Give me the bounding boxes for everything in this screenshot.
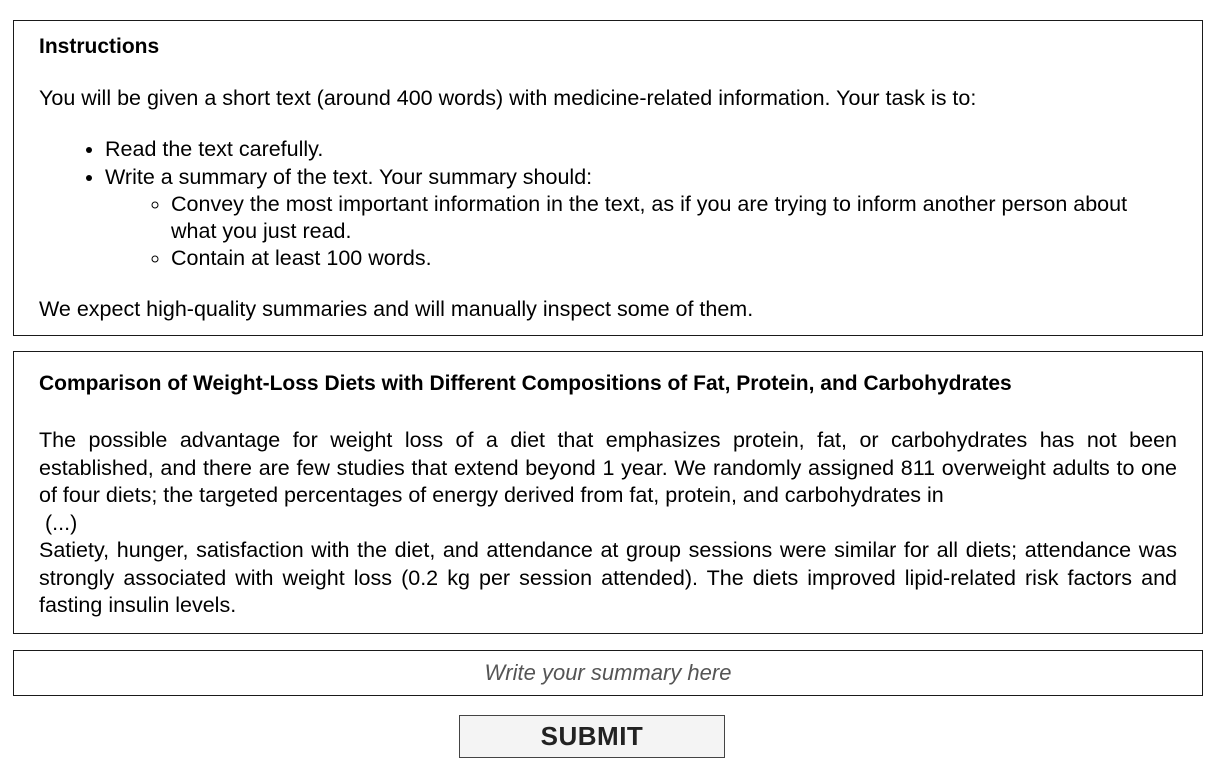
instructions-step — [105, 163, 1177, 272]
instructions-intro: You will be given a short text (around 400 words) with medicine-related information. Your task is to: — [39, 86, 977, 110]
article-panel — [13, 351, 1203, 634]
article-title: Comparison of Weight-Loss Diets with Different Compositions of Fat, Protein, and Carbohydrates — [39, 372, 1012, 395]
summary-requirement: ◦ Convey the most important information in the text, as if you are trying to inform another person about what you just read. — [171, 191, 1177, 245]
instructions-step-label: Write a summary of the text. Your summary should: — [105, 165, 593, 189]
instructions-heading: Instructions — [39, 35, 160, 58]
article-paragraph: Satiety, hunger, satisfaction with the diet, and attendance at group sessions were similar for all diets; attendance was strongly associated with weight loss (0.2 kg per session attended). The diets improved lipid-related risk factors and fasting insulin levels. — [39, 538, 1177, 617]
summary-requirement: ◦ Contain at least 100 words. — [171, 245, 1177, 272]
submit-button[interactable]: SUBMIT — [459, 715, 725, 758]
article-text — [39, 427, 1177, 620]
instructions-steps-list — [39, 135, 1177, 272]
summary-input[interactable] — [13, 650, 1203, 696]
summary-requirements-list — [105, 191, 1177, 272]
instructions-step: • Read the text carefully. — [105, 135, 1177, 163]
article-ellipsis: (...) — [45, 510, 78, 535]
article-paragraph: The possible advantage for weight loss of a diet that emphasizes protein, fat, or carbohydrates has not been established, and there are few studies that extend beyond 1 year. We randomly assigned 811 overweight adults to one of four diets; the targeted percentages of energy derived from fat, protein, and carbohydrates in — [39, 428, 1177, 507]
instructions-panel — [13, 20, 1203, 336]
instructions-outro: We expect high-quality summaries and will manually inspect some of them. — [39, 297, 754, 321]
